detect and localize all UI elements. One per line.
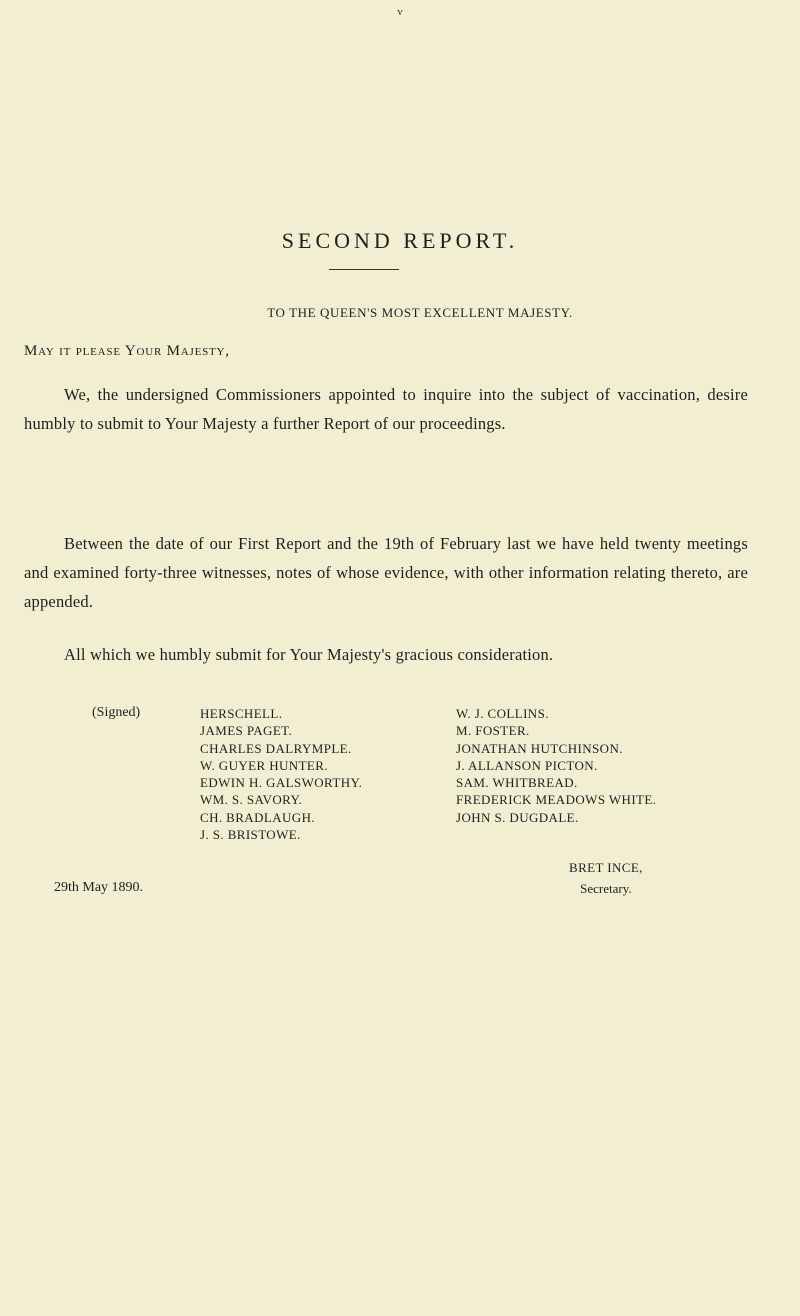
signatory: J. S. BRISTOWE. [200,827,301,843]
signed-label: (Signed) [92,705,141,720]
address-line: TO THE QUEEN'S MOST EXCELLENT MAJESTY. [267,305,573,320]
secretary-block [569,857,643,899]
signatory: W. J. COLLINS. [456,706,549,721]
salutation: May it please Your Majesty, [24,343,230,359]
paragraph-3: All which we humbly submit for Your Majesty's gracious consideration. [64,645,554,664]
secretary-title: Secretary. [580,881,632,896]
signatories-right [456,705,656,826]
report-date: 29th May 1890. [54,880,144,895]
signatory: JAMES PAGET. [200,723,293,739]
signatory: J. ALLANSON PICTON. [456,757,598,773]
title-rule [329,269,399,270]
signatory: W. GUYER HUNTER. [200,757,328,773]
signatory: FREDERICK MEADOWS WHITE. [456,792,657,808]
signatory: HERSCHELL. [200,706,283,721]
signatory: CH. BRADLAUGH. [200,809,316,825]
signatory: WM. S. SAVORY. [200,792,303,808]
signatories-left [200,705,362,843]
secretary-name: BRET INCE, [569,860,643,875]
signatory: JONATHAN HUTCHINSON. [456,740,623,756]
signatory: JOHN S. DUGDALE. [456,809,579,825]
page-number: v [397,6,403,18]
signatory: M. FOSTER. [456,723,530,739]
signatory: SAM. WHITBREAD. [456,775,578,791]
signatory: EDWIN H. GALSWORTHY. [200,775,363,791]
paragraph-1: We, the undersigned Commissioners appointed to inquire into the subject of vaccination, desire humbly to submit to Your Majesty a further Report of our proceedings. [24,385,748,433]
paragraph-2: Between the date of our First Report and the 19th of February last we have held twenty meetings and examined forty-three witnesses, notes of whose evidence, with other information relating thereto, are appended. [24,534,748,611]
signatory: CHARLES DALRYMPLE. [200,740,352,756]
report-title: SECOND REPORT. [281,228,519,253]
